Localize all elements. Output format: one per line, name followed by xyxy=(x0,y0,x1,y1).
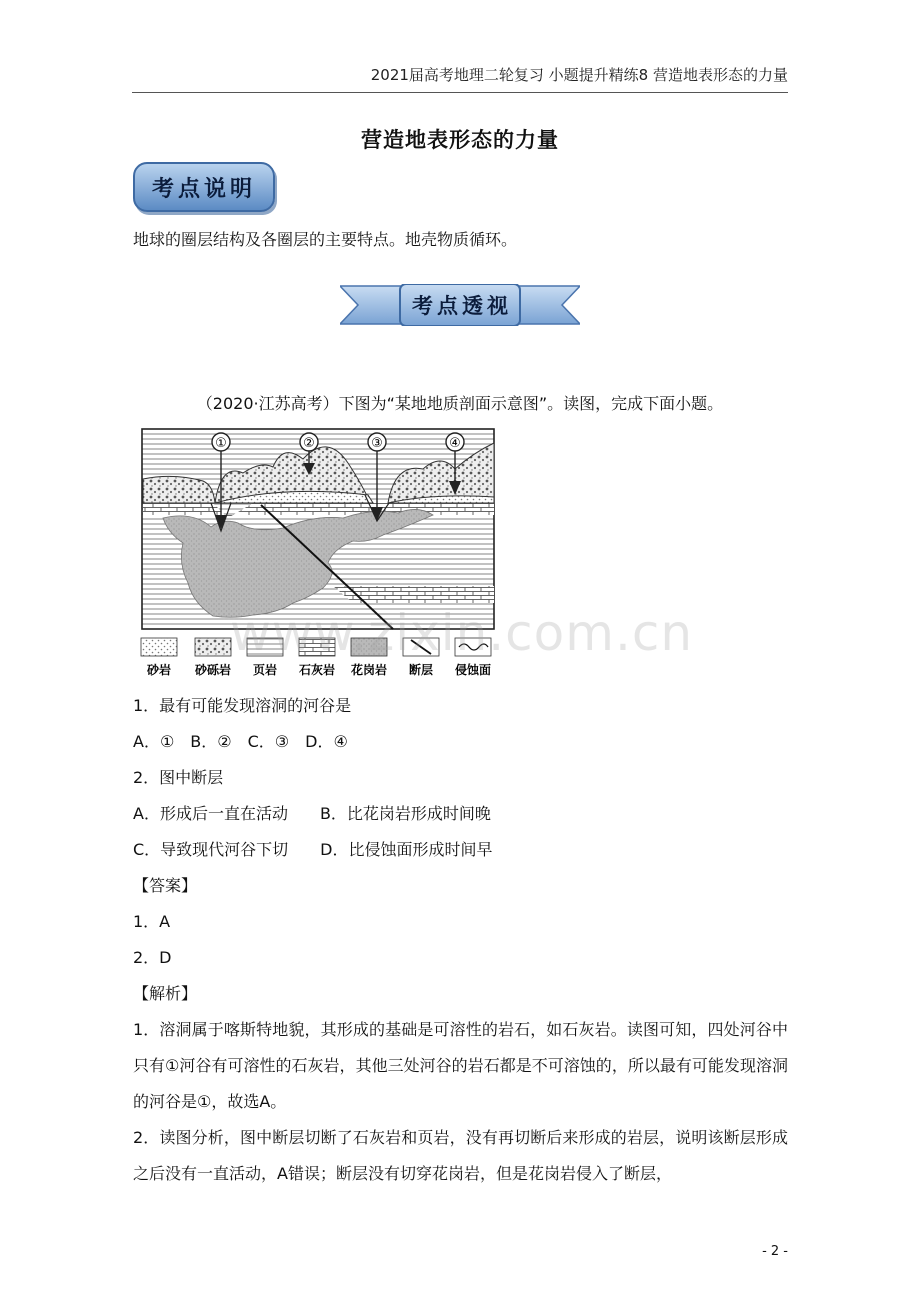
question-intro: （2020·江苏高考）下图为“某地地质剖面示意图”。读图，完成下面小题。 xyxy=(196,394,724,413)
marker-2-label: ② xyxy=(303,436,315,451)
legend-label-fault: 断层 xyxy=(408,663,434,677)
question-1-options: A．① B．② C．③ D．④ xyxy=(133,732,348,751)
legend-label-granite: 花岗岩 xyxy=(350,663,388,677)
legend-label-shale: 页岩 xyxy=(252,663,278,677)
question-1-stem: 1．最有可能发现溶洞的河谷是 xyxy=(133,696,352,715)
analysis-heading: 【解析】 xyxy=(133,984,198,1003)
header-divider xyxy=(132,92,788,93)
page-number: - 2 - xyxy=(762,1244,788,1259)
section-explanation-text: 地球的圈层结构及各圈层的主要特点。地壳物质循环。 xyxy=(133,230,518,249)
question-2-options-row2: C．导致现代河谷下切 D．比侵蚀面形成时间早 xyxy=(133,840,493,859)
page-title: 营造地表形态的力量 xyxy=(361,128,559,152)
answer-heading: 【答案】 xyxy=(133,876,198,895)
marker-1-label: ① xyxy=(215,436,227,451)
marker-4-label: ④ xyxy=(449,436,461,451)
legend-label-glutenite: 砂砾岩 xyxy=(194,663,232,677)
running-header: 2021届高考地理二轮复习 小题提升精练8 营造地表形态的力量 xyxy=(370,66,788,84)
section-badge-perspective-label: 考点透视 xyxy=(412,294,512,318)
analysis-paragraph-2: 2．读图分析，图中断层切断了石灰岩和页岩，没有再切断后来形成的岩层，说明该断层形成之后没有一直活动，A错误；断层没有切穿花岗岩，但是花岗岩侵入了断层， xyxy=(133,1128,788,1183)
legend-swatch-glutenite xyxy=(195,638,231,656)
section-badge-explanation: 考点说明 xyxy=(133,162,275,212)
legend-label-erosion-surface: 侵蚀面 xyxy=(454,663,492,677)
question-2-options-row1: A．形成后一直在活动 B．比花岗岩形成时间晚 xyxy=(133,804,491,823)
cross-section-panel xyxy=(142,429,494,629)
answer-2: 2．D xyxy=(133,948,172,967)
legend-swatch-sandstone xyxy=(141,638,177,656)
marker-3-label: ③ xyxy=(371,436,383,451)
question-2-stem: 2．图中断层 xyxy=(133,768,224,787)
answer-1: 1．A xyxy=(133,912,171,931)
analysis-paragraph-1: 1．溶洞属于喀斯特地貌，其形成的基础是可溶性的岩石，如石灰岩。读图可知，四处河谷中只有①河谷有可溶性的石灰岩，其他三处河谷的岩石都是不可溶蚀的，所以最有可能发现溶洞的河谷是①，故选A。 xyxy=(133,1020,788,1111)
legend-label-limestone: 石灰岩 xyxy=(298,663,336,677)
watermark: www.zixin.com.cn xyxy=(230,604,694,662)
legend-label-sandstone: 砂岩 xyxy=(146,663,172,677)
